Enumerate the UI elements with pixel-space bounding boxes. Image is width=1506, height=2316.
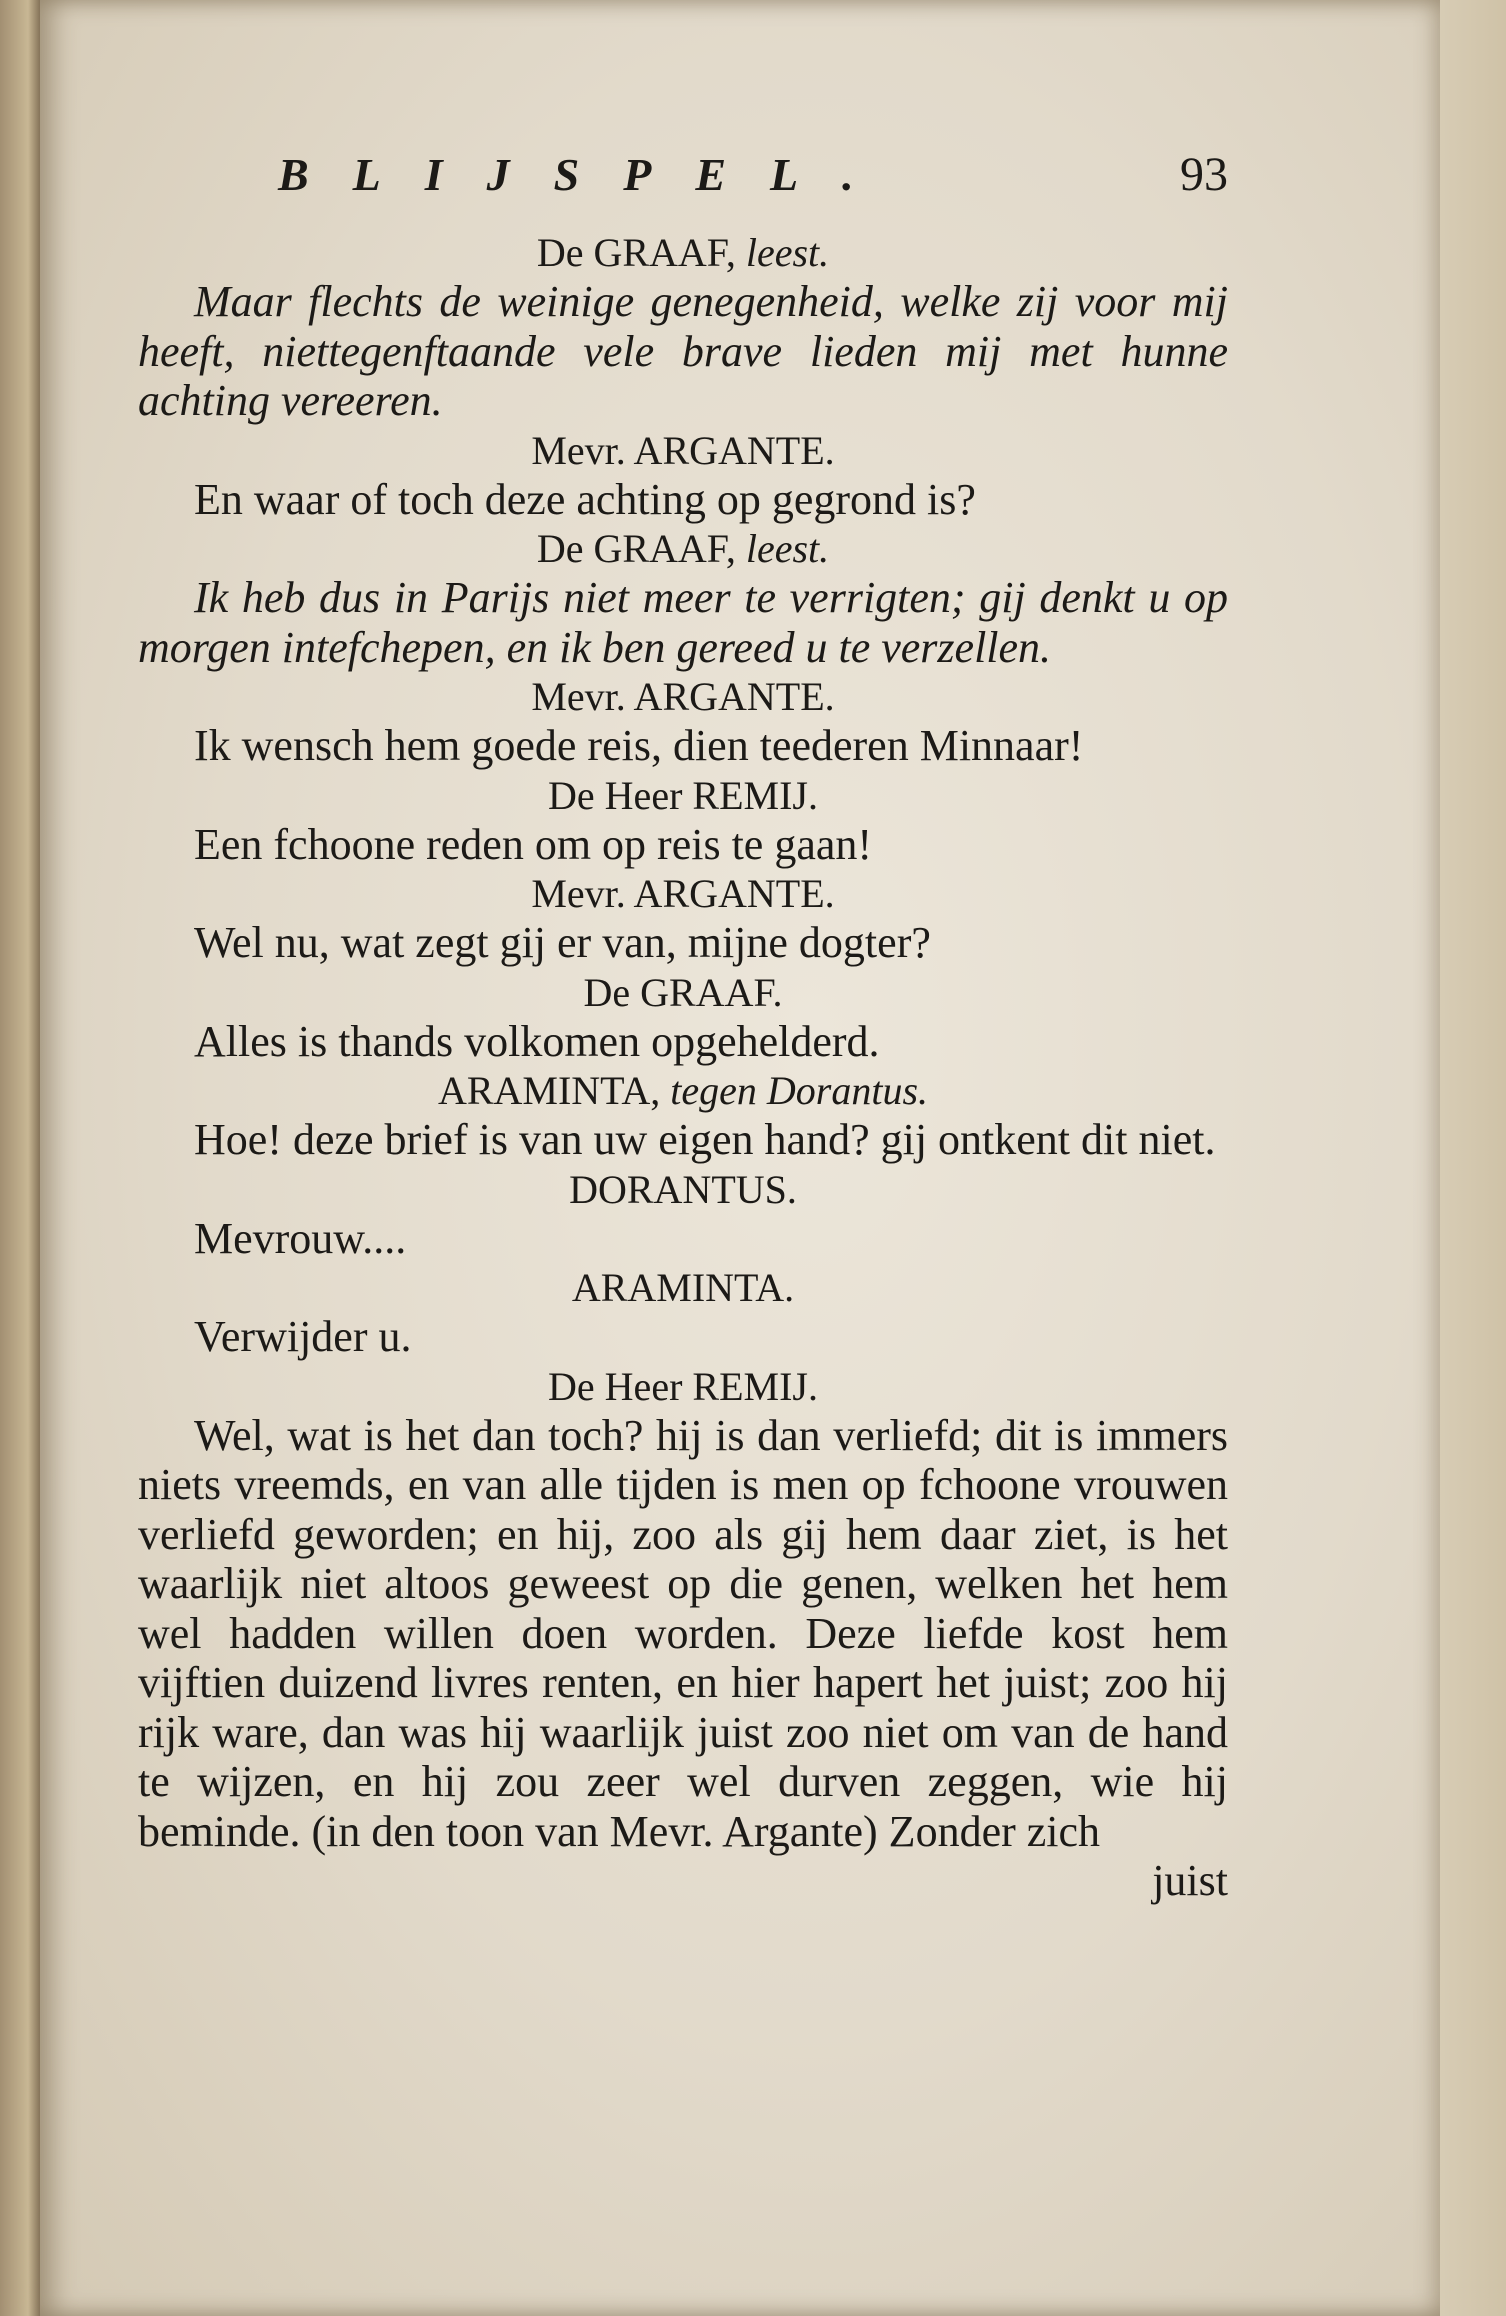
- speaker-name: Mevr. ARGANTE.: [531, 427, 835, 473]
- dialogue-paragraph: Ik wensch hem goede reis, dien teederen Minnaar!: [194, 721, 1084, 770]
- page-text: [138, 150, 1228, 1906]
- speaker-name: ARAMINTA.: [571, 1265, 795, 1310]
- running-title: BLIJSPEL.: [278, 149, 898, 200]
- facing-page-edge: [0, 0, 40, 2316]
- speaker-name: ARAMINTA,: [437, 1068, 661, 1113]
- speaker-name: De GRAAF,: [536, 230, 736, 275]
- speaker-heading: [138, 1362, 1228, 1411]
- speaker-heading: [138, 672, 1228, 721]
- speaker-name: Mevr. ARGANTE.: [531, 674, 835, 719]
- speaker-heading: [138, 228, 1228, 277]
- dialogue-paragraph: Mevrouw....: [194, 1213, 407, 1263]
- dialogue-paragraph: Een fchoone reden om op reis te gaan!: [194, 819, 873, 869]
- speaker-name: DORANTUS.: [569, 1166, 797, 1212]
- speaker-heading: [138, 1263, 1228, 1312]
- speaker-name: De Heer REMIJ.: [548, 772, 818, 818]
- speaker-name: De Heer REMIJ.: [548, 1363, 818, 1409]
- stage-direction: tegen Dorantus.: [670, 1068, 929, 1113]
- dialogue-paragraph: Wel nu, wat zegt gij er van, mijne dogter?: [194, 918, 931, 967]
- running-head: [278, 150, 1228, 228]
- speaker-name: De GRAAF.: [583, 969, 783, 1015]
- stage-direction: leest.: [745, 230, 830, 275]
- dialogue-paragraph: Hoe! deze brief is van uw eigen hand? gij ontkent dit niet.: [194, 1115, 1216, 1164]
- book-page: [40, 0, 1440, 2316]
- speaker-heading: [138, 771, 1228, 820]
- dialogue-paragraph: Maar flechts de weinige genegenheid, welke zij voor mij heeft, niettegenftaande vele brave lieden mij met hunne achting vereeren.: [138, 277, 1228, 425]
- catchword: juist: [1152, 1856, 1228, 1905]
- dialogue-paragraph: Ik heb dus in Parijs niet meer te verrigten; gij denkt u op morgen intefchepen, en ik ben gereed u te verzellen.: [138, 573, 1228, 672]
- dialogue-paragraph: En waar of toch deze achting op gegrond is?: [194, 474, 976, 524]
- dialogue-paragraph: Wel, wat is het dan toch? hij is dan verliefd; dit is immers niets vreemds, en van alle tijden is men op fchoone vrouwen verliefd geworden; en hij, zoo als gij hem daar ziet, is het waarlijk niet altoos geweest op die genen, welken het hem wel hadden willen doen worden. Deze liefde kost hem vijftien duizend livres renten, en hier hapert het juist; zoo hij rijk ware, dan was hij waarlijk juist zoo niet om van de hand te wijzen, en hij zou zeer wel durven zeggen, wie hij beminde. (in den toon van Mevr. Argante) Zonder zich: [138, 1410, 1228, 1856]
- speaker-heading: [138, 1066, 1228, 1115]
- stage-direction: leest.: [745, 526, 830, 571]
- dialogue-paragraph: Verwijder u.: [194, 1312, 412, 1361]
- speaker-name: De GRAAF,: [536, 526, 736, 571]
- dialogue-paragraph: Alles is thands volkomen opgehelderd.: [194, 1016, 880, 1066]
- speaker-heading: [138, 869, 1228, 918]
- page-number: 93: [1180, 148, 1228, 201]
- speaker-heading: [138, 1165, 1228, 1214]
- speaker-heading: [138, 524, 1228, 573]
- speaker-heading: [138, 426, 1228, 475]
- speaker-name: Mevr. ARGANTE.: [531, 871, 835, 916]
- speaker-heading: [138, 968, 1228, 1017]
